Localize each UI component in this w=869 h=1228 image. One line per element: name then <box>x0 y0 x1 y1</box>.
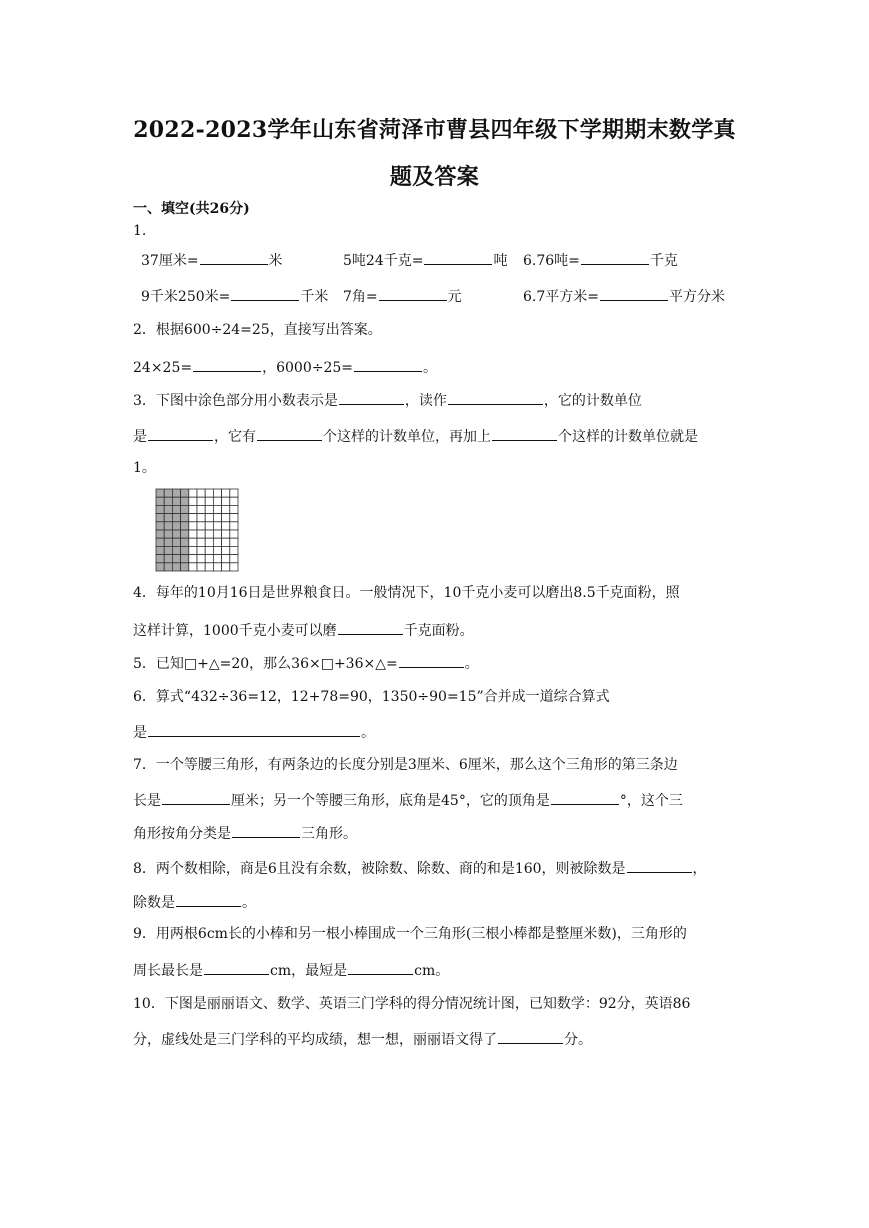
grid-cell <box>189 563 197 571</box>
grid-cell <box>197 530 205 538</box>
q1-item-5-prefix: 7角= <box>343 289 378 305</box>
q1-item-3-prefix: 6.76吨= <box>523 253 580 269</box>
grid-cell <box>189 538 197 546</box>
answer-blank[interactable] <box>257 426 322 441</box>
grid-cell-shaded <box>181 530 189 538</box>
grid-cell <box>189 497 197 505</box>
grid-cell-shaded <box>164 563 172 571</box>
grid-cell <box>213 505 221 513</box>
grid-cell-shaded <box>164 489 172 497</box>
grid-cell-shaded <box>164 505 172 513</box>
grid-cell-shaded <box>164 522 172 530</box>
q10-line1: 10．下图是丽丽语文、数学、英语三门学科的得分情况统计图，已知数学：92分，英语86 <box>133 996 691 1012</box>
hundred-grid <box>155 488 239 572</box>
grid-cell-shaded <box>181 489 189 497</box>
answer-blank[interactable] <box>200 250 268 265</box>
grid-cell-shaded <box>156 530 164 538</box>
q10-line2 <box>133 1029 743 1049</box>
answer-blank[interactable] <box>379 286 447 301</box>
grid-cell-shaded <box>181 563 189 571</box>
grid-cell-shaded <box>156 489 164 497</box>
grid-cell <box>189 530 197 538</box>
q4-line1: 4．每年的10月16日是世界粮食日。一般情况下，10千克小麦可以磨出8.5千克面粉，照 <box>133 585 680 601</box>
grid-cell <box>222 514 230 522</box>
grid-cell <box>197 522 205 530</box>
q7-line2 <box>133 790 743 810</box>
grid-cell-shaded <box>156 538 164 546</box>
grid-cell-shaded <box>156 497 164 505</box>
page-title-line1: 2022-2023学年山东省菏泽市曹县四年级下学期期末数学真 <box>133 117 736 143</box>
grid-cell-shaded <box>156 555 164 563</box>
grid-cell <box>197 538 205 546</box>
q1-item-1 <box>141 250 283 270</box>
grid-cell-shaded <box>156 514 164 522</box>
grid-cell-shaded <box>172 563 180 571</box>
hundred-grid-figure <box>155 488 239 576</box>
grid-cell <box>197 563 205 571</box>
q6-line1: 6．算式“432÷36=12，12+78=90，1350÷90=15”合并成一道综合算式 <box>133 689 610 705</box>
grid-cell <box>222 497 230 505</box>
q2-answers <box>133 357 743 377</box>
q3-line1 <box>133 390 743 410</box>
q7-text: 角形按角分类是 <box>133 826 231 842</box>
answer-blank[interactable] <box>424 250 492 265</box>
answer-blank[interactable] <box>600 286 668 301</box>
grid-cell <box>230 505 238 513</box>
grid-cell <box>205 530 213 538</box>
grid-cell <box>230 530 238 538</box>
answer-blank[interactable] <box>162 790 230 805</box>
q3-text: ，读作 <box>404 393 447 409</box>
grid-cell <box>230 555 238 563</box>
q8-text: 8．两个数相除，商是6且没有余数，被除数、除数、商的和是160，则被除数是 <box>133 861 626 877</box>
grid-cell <box>189 522 197 530</box>
q1-number: 1. <box>133 223 147 239</box>
q7-line1: 7．一个等腰三角形，有两条边的长度分别是3厘米、6厘米，那么这个三角形的第三条边 <box>133 757 678 773</box>
q2-question: 2．根据600÷24=25，直接写出答案。 <box>133 322 382 338</box>
q7-text: 厘米；另一个等腰三角形，底角是45°，它的顶角是 <box>231 793 550 809</box>
q5-text: 5．已知□+△=20，那么36×□+36×△= <box>133 656 398 672</box>
q1-item-1-prefix: 37厘米= <box>141 253 199 269</box>
grid-cell-shaded <box>172 514 180 522</box>
q7-text: 长是 <box>133 793 161 809</box>
grid-cell-shaded <box>172 522 180 530</box>
q6-text: 。 <box>361 725 375 741</box>
q1-item-6-unit: 平方分米 <box>669 289 725 305</box>
answer-blank[interactable] <box>492 426 557 441</box>
grid-cell <box>230 546 238 554</box>
grid-cell <box>189 489 197 497</box>
answer-blank[interactable] <box>231 286 299 301</box>
q3-text: 个这样的计数单位，再加上 <box>323 429 491 445</box>
q9-text: 周长最长是 <box>133 963 203 979</box>
grid-cell <box>189 505 197 513</box>
grid-cell-shaded <box>164 555 172 563</box>
q1-item-6-prefix: 6.7平方米= <box>523 289 599 305</box>
grid-cell <box>197 505 205 513</box>
answer-blank[interactable] <box>498 1029 563 1044</box>
section-heading: 一、填空(共26分) <box>133 201 250 217</box>
grid-cell <box>213 555 221 563</box>
grid-cell-shaded <box>156 546 164 554</box>
q2-text: 24×25= <box>133 360 193 376</box>
grid-cell <box>197 489 205 497</box>
grid-cell-shaded <box>172 497 180 505</box>
grid-cell <box>189 514 197 522</box>
grid-cell-shaded <box>164 546 172 554</box>
answer-blank[interactable] <box>193 357 261 372</box>
grid-cell <box>222 546 230 554</box>
q6-text: 是 <box>133 725 147 741</box>
grid-cell <box>230 497 238 505</box>
grid-cell-shaded <box>164 497 172 505</box>
answer-blank[interactable] <box>232 823 300 838</box>
q3-text: 个这样的计数单位就是 <box>558 429 698 445</box>
q1-item-4 <box>141 286 328 306</box>
q1-item-3-unit: 千克 <box>649 253 678 269</box>
grid-cell-shaded <box>181 546 189 554</box>
q8-line2 <box>133 892 743 912</box>
answer-blank[interactable] <box>339 390 404 405</box>
q4-text: 千克面粉。 <box>403 623 474 639</box>
answer-blank[interactable] <box>399 653 464 668</box>
answer-blank[interactable] <box>581 250 649 265</box>
grid-cell <box>222 489 230 497</box>
grid-cell <box>197 514 205 522</box>
grid-cell <box>205 522 213 530</box>
grid-cell <box>205 505 213 513</box>
q1-item-3 <box>523 250 678 270</box>
grid-cell-shaded <box>181 497 189 505</box>
q8-line1 <box>133 858 743 878</box>
answer-blank[interactable] <box>627 858 692 873</box>
answer-blank[interactable] <box>448 390 543 405</box>
grid-cell-shaded <box>181 505 189 513</box>
q1-item-2-prefix: 5吨24千克= <box>343 253 424 269</box>
q9-text: cm，最短是 <box>270 963 348 979</box>
q3-text: 3．下图中涂色部分用小数表示是 <box>133 393 338 409</box>
grid-cell <box>197 555 205 563</box>
grid-cell <box>213 546 221 554</box>
grid-cell-shaded <box>172 555 180 563</box>
grid-cell-shaded <box>164 538 172 546</box>
grid-cell <box>205 514 213 522</box>
q3-text: ，它有 <box>214 429 256 445</box>
grid-cell <box>197 497 205 505</box>
grid-cell <box>213 497 221 505</box>
grid-cell <box>213 522 221 530</box>
grid-cell-shaded <box>181 514 189 522</box>
q5-line <box>133 653 743 673</box>
grid-cell <box>230 489 238 497</box>
grid-cell-shaded <box>181 555 189 563</box>
q1-item-5-unit: 元 <box>447 289 462 305</box>
grid-cell-shaded <box>156 505 164 513</box>
q4-line2 <box>133 620 743 640</box>
grid-cell <box>230 563 238 571</box>
grid-cell <box>197 546 205 554</box>
answer-blank[interactable] <box>148 722 360 737</box>
grid-cell-shaded <box>172 546 180 554</box>
q1-item-1-unit: 米 <box>268 253 283 269</box>
grid-cell-shaded <box>164 514 172 522</box>
q2-text: ，6000÷25= <box>262 360 353 376</box>
q7-text: 三角形。 <box>301 826 357 842</box>
q10-text: 分。 <box>564 1032 592 1048</box>
answer-blank[interactable] <box>204 960 269 975</box>
grid-cell <box>222 563 230 571</box>
q3-text: 是 <box>133 429 147 445</box>
q1-item-2 <box>343 250 507 270</box>
grid-cell <box>205 555 213 563</box>
grid-cell <box>213 563 221 571</box>
grid-cell <box>222 522 230 530</box>
answer-blank[interactable] <box>348 960 413 975</box>
q8-text: 。 <box>242 895 256 911</box>
q8-text: 除数是 <box>133 895 175 911</box>
grid-cell-shaded <box>156 563 164 571</box>
grid-cell <box>213 530 221 538</box>
grid-cell-shaded <box>172 530 180 538</box>
grid-cell <box>213 489 221 497</box>
q3-line3: 1。 <box>133 460 156 476</box>
q10-text: 分，虚线处是三门学科的平均成绩，想一想，丽丽语文得了 <box>133 1032 497 1048</box>
grid-cell <box>189 546 197 554</box>
q7-text: °，这个三 <box>619 793 683 809</box>
answer-blank[interactable] <box>354 357 422 372</box>
q3-line2 <box>133 426 743 446</box>
grid-cell <box>222 530 230 538</box>
q1-item-4-unit: 千米 <box>300 289 329 305</box>
q6-line2 <box>133 722 743 742</box>
answer-blank[interactable] <box>338 620 403 635</box>
grid-cell <box>222 538 230 546</box>
grid-cell <box>213 514 221 522</box>
q3-text: ，它的计数单位 <box>543 393 642 409</box>
grid-cell <box>205 497 213 505</box>
grid-cell-shaded <box>172 505 180 513</box>
grid-cell <box>230 538 238 546</box>
q5-text: 。 <box>464 656 479 672</box>
q9-line1: 9．用两根6cm长的小棒和另一根小棒围成一个三角形(三根小棒都是整厘米数)，三角形的 <box>133 926 687 942</box>
grid-cell <box>205 563 213 571</box>
grid-cell <box>205 489 213 497</box>
answer-blank[interactable] <box>551 790 619 805</box>
grid-cell <box>222 505 230 513</box>
q1-item-5 <box>343 286 462 306</box>
answer-blank[interactable] <box>148 426 213 441</box>
q7-line3 <box>133 823 743 843</box>
grid-cell <box>213 538 221 546</box>
grid-cell-shaded <box>181 538 189 546</box>
grid-cell-shaded <box>172 538 180 546</box>
grid-cell <box>205 546 213 554</box>
q2-text: 。 <box>423 360 437 376</box>
grid-cell <box>189 555 197 563</box>
grid-cell <box>230 514 238 522</box>
grid-cell <box>230 522 238 530</box>
q1-item-2-unit: 吨 <box>493 253 508 269</box>
grid-cell <box>205 538 213 546</box>
q8-text: ， <box>692 861 707 877</box>
answer-blank[interactable] <box>176 892 241 907</box>
grid-cell-shaded <box>156 522 164 530</box>
q4-text: 这样计算，1000千克小麦可以磨 <box>133 623 337 639</box>
grid-cell-shaded <box>181 522 189 530</box>
q9-text: cm。 <box>414 963 450 979</box>
grid-cell <box>222 555 230 563</box>
page-title-line2: 题及答案 <box>389 164 480 190</box>
q9-line2 <box>133 960 743 980</box>
q1-item-4-prefix: 9千米250米= <box>141 289 231 305</box>
grid-cell-shaded <box>172 489 180 497</box>
grid-cell-shaded <box>164 530 172 538</box>
q1-item-6 <box>523 286 725 306</box>
